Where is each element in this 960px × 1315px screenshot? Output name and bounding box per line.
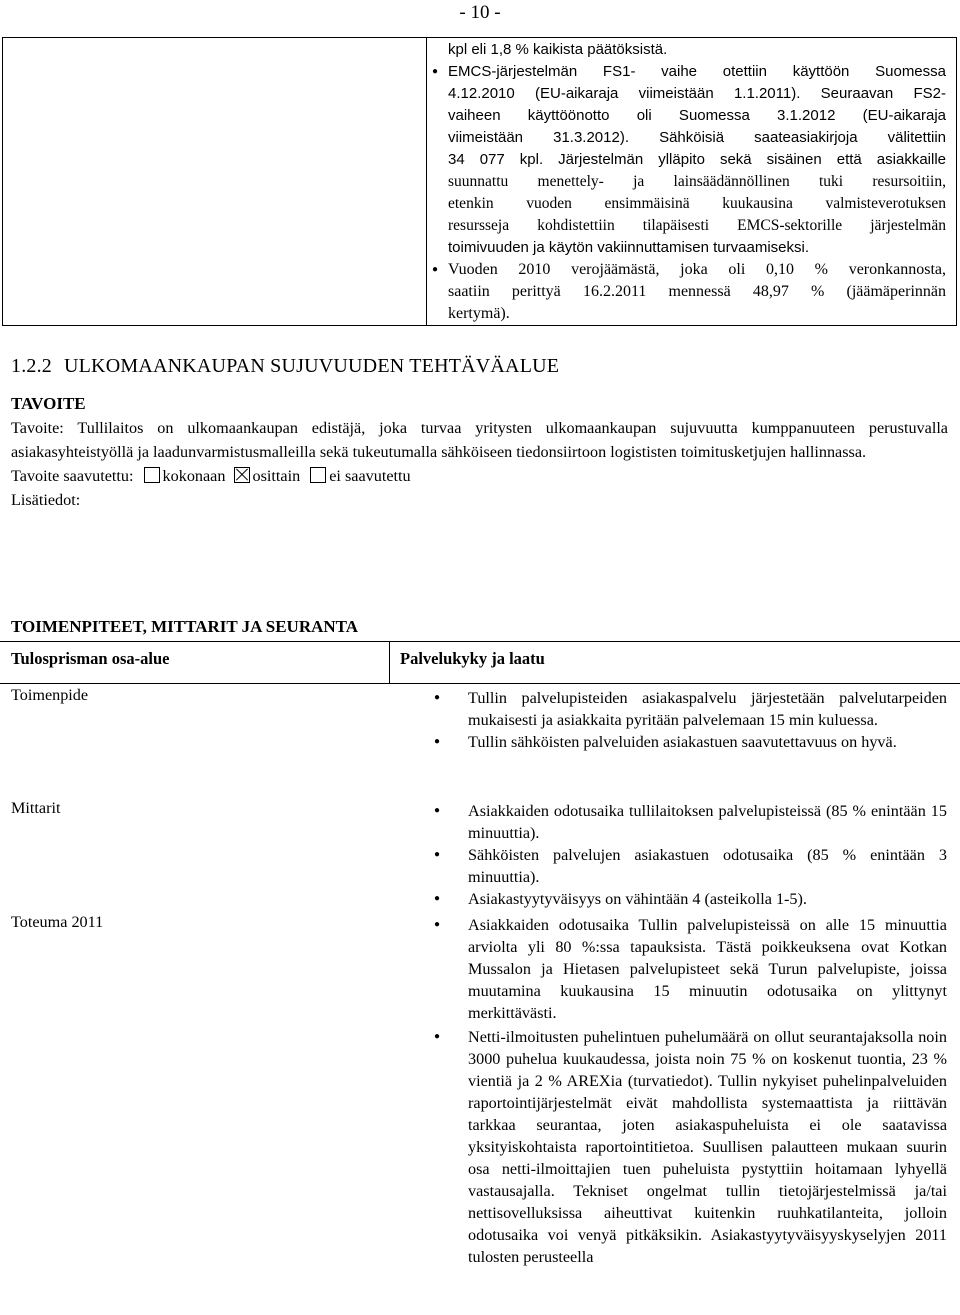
list-item: ● Asiakastyytyväisyys on vähintään 4 (asteikolla 1-5). [468,888,947,910]
measures-table [0,641,960,1315]
list-item: ● Sähköisten palvelujen asiakastuen odotusaika (85 % enintään 3 minuuttia). [468,844,947,888]
bullet-item-tax-arrears: ● Vuoden 2010 verojäämästä, joka oli 0,10 % veronkannosta, saatiin perittyä 16.2.2011 mennessä 48,97 % (jäämäperinnän kertymä). [448,259,946,325]
row-body-toteuma [468,914,947,1268]
list-item: ● Asiakkaiden odotusaika Tullin palvelupisteissä on alle 15 minuuttia arviolta yli 80 %:ssa tapauksista. Tästä poikkeuksena ovat Kotkan Mussalon ja Hietasen palvelupisteet sekä Turun palvelupiste, joissa muutamina kuukausina 15 minuutin odotusaika on ylittynyt merkittävästi. [468,914,947,1024]
checkbox-ei-saavutettu[interactable] [310,467,326,483]
section-title: ULKOMAANKAUPAN SUJUVUUDEN TEHTÄVÄALUE [64,355,560,377]
option-label-ei-saavutettu: ei saavutettu [329,467,411,485]
continuation-cell [426,38,956,325]
row-label-toteuma: Toteuma 2011 [11,913,104,931]
list-item: ● Netti-ilmoitusten puhelintuen puhelumäärä on ollut seurantajaksolla noin 3000 puhelua kuukaudessa, joista noin 75 % on koskenut tuontia, 23 % vientiä ja 2 % AREXia (turvatiedot). Tullin nykyiset puhelinpalveluiden raportointijärjestelmät eivät mahdollista systemaattista ja riittävän tarkkaa seurantaa, joten asiakaspuheluista ei ole saatavissa yksityiskohtaista raportointitietoa. Suullisen palautteen mukaan suurin osa netti-ilmoittajien tuen puheluista pystyttiin hoitamaan lyhyellä vastausajalla. Tekniset ongelmat tullin tietojärjestelmissä ja/tai nettisovelluksissa aiheuttivat kuitenkin ruuhkatilanteita, jolloin odotusaika voi venyä pitkäksikin. Asiakastyytyväisyyskyselyjen 2011 tulosten perusteella [468,1026,947,1268]
list-item: ● Asiakkaiden odotusaika tullilaitoksen palvelupisteissä (85 % enintään 15 minuuttia). [468,800,947,844]
goal-text: Tavoite: Tullilaitos on ulkomaankaupan edistäjä, joka turvaa yritysten ulkomaankaupan sujuvuutta kumppanuuteen perustuvalla asiakasyhteistyöllä ja laadunvarmistusmalleilla sekä tukeutumalla sähköiseen tiedonsiirtoon logististen toimitusketjujen hallinnassa. [11,419,948,461]
checkbox-osittain[interactable] [234,467,250,483]
row-label-toimenpide: Toimenpide [11,686,89,704]
section-heading [11,355,559,378]
table-top-border [0,641,960,642]
header-divider [389,641,390,683]
checkbox-kokonaan[interactable] [144,467,160,483]
header-bottom-border [0,683,960,684]
column-header-quality: Palvelukyky ja laatu [400,649,545,668]
goal-block [11,392,948,512]
list-item: ● Tullin palvelupisteiden asiakaspalvelu järjestetään palvelutarpeiden mukaisesti ja asiakkaita pyritään palvelemaan 15 min kuluessa. [468,687,947,731]
option-label-osittain: osittain [252,467,301,485]
row-label-mittarit: Mittarit [11,799,61,817]
goal-achieved-row [11,464,948,488]
row-body-toimenpide [468,687,947,753]
measures-heading: TOIMENPITEET, MITTARIT JA SEURANTA [11,617,358,636]
column-header-area: Tulosprisman osa-alue [11,649,170,668]
goal-achieved-label: Tavoite saavutettu: [11,467,134,485]
goal-heading: TAVOITE [11,394,86,413]
page-number: - 10 - [459,2,501,23]
section-number: 1.2.2 [11,355,52,377]
continuation-table [2,37,957,326]
row-body-mittarit [468,800,947,910]
text-line: kpl eli 1,8 % kaikista päätöksistä. [448,41,668,58]
list-item: ● Tullin sähköisten palveluiden asiakastuen saavutettavuus on hyvä. [468,731,947,753]
additional-info-label: Lisätiedot: [11,491,81,509]
bullet-item-emcs: ● EMCS-järjestelmän FS1- vaihe otettiin käyttöön Suomessa 4.12.2010 (EU-aikaraja viimeistään 1.1.2011). Seuraavan FS2- vaiheen käyttöönotto oli Suomessa 3.1.2012 (EU-aikaraja viimeistään 31.3.2012). Sähköisiä saateasiakirjoja välitettiin 34 077 kpl. Järjestelmän ylläpito sekä sisäinen että asiakkaille suunnattu menettely- ja lainsäädännöllinen tuki resursoitiin, etenkin vuoden ensimmäisinä kuukausina valmisteverotuksen resursseja kohdistettiin tilapäisesti EMCS-sektorille järjestelmän toimivuuden ja käytön vakiinnuttamisen turvaamiseksi. [448,61,946,259]
option-label-kokonaan: kokonaan [162,467,226,485]
